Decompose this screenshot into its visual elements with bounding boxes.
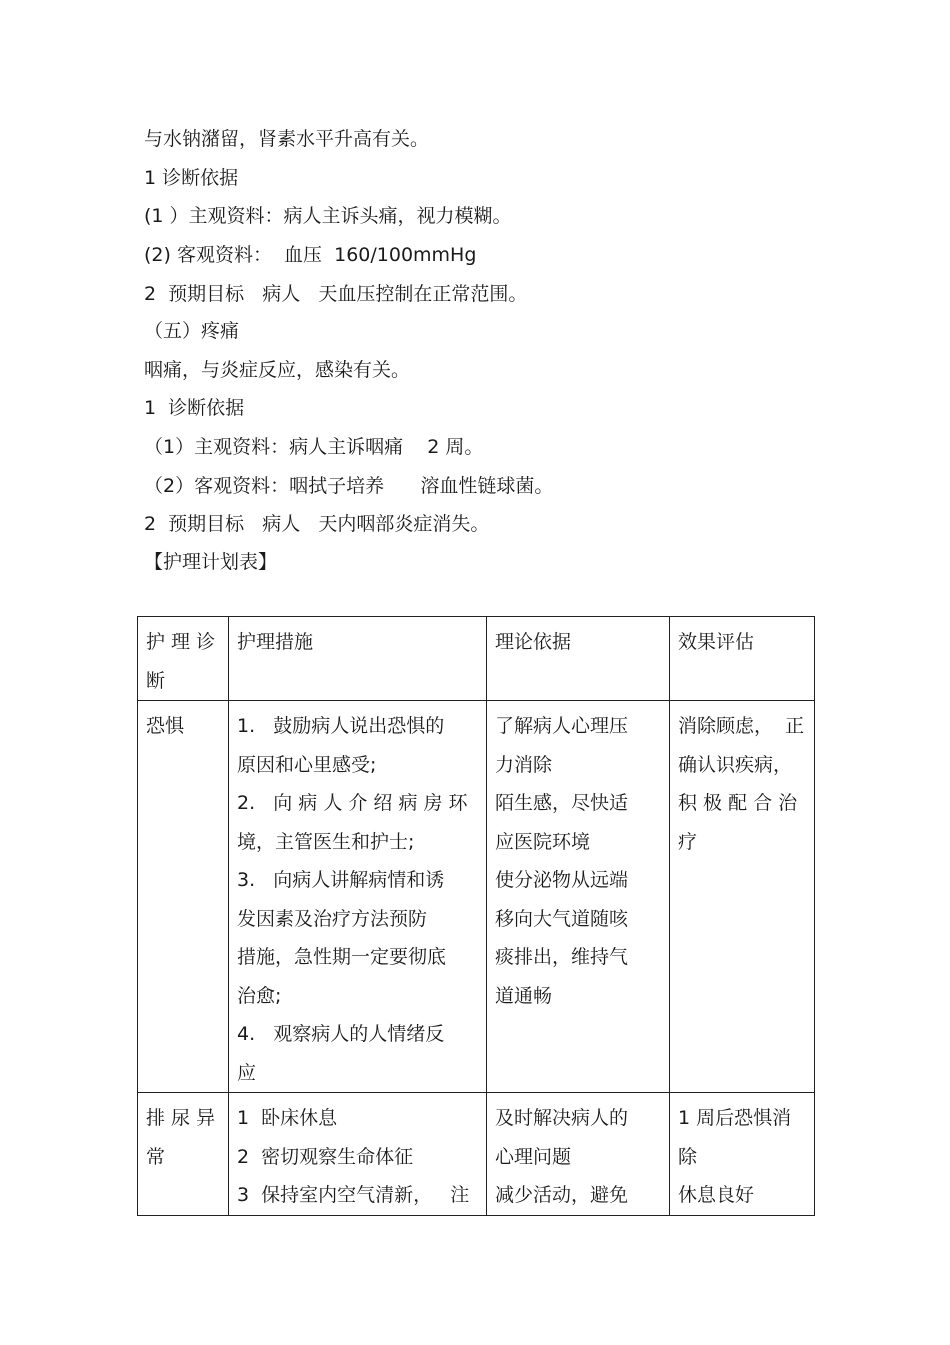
cell-line: 治愈; bbox=[237, 984, 282, 1007]
cell-line: 休息良好 bbox=[678, 1184, 755, 1206]
paragraph-line: （1）主观资料：病人主诉咽痛 2 周。 bbox=[144, 436, 484, 458]
cell-line: 1 周后恐惧消 bbox=[678, 1107, 792, 1129]
cell-line: 移向大气道随咳 bbox=[495, 907, 629, 930]
cell-line: 1 卧床休息 bbox=[237, 1107, 338, 1129]
table-row bbox=[138, 1093, 815, 1216]
header-cell-measures bbox=[229, 617, 487, 701]
cell-rationale bbox=[487, 1093, 670, 1216]
cell-line: 陌生感，尽快适 bbox=[495, 792, 629, 814]
cell-line: 断 bbox=[146, 669, 166, 692]
cell-diagnosis bbox=[138, 1093, 229, 1216]
cell-line: 常 bbox=[146, 1145, 166, 1168]
cell-line: 道通畅 bbox=[495, 984, 553, 1007]
cell-line: 2. 向 病 人 介 绍 病 房 环 bbox=[237, 792, 468, 814]
cell-line: 应医院环境 bbox=[495, 830, 591, 853]
cell-line: 3 保持室内空气清新， 注 bbox=[237, 1184, 470, 1206]
cell-line: 排 尿 异 bbox=[146, 1107, 216, 1129]
paragraph-line: (2) 客观资料： 血压 160/100mmHg bbox=[144, 244, 477, 266]
cell-line: 1. 鼓励病人说出恐惧的 bbox=[237, 715, 445, 737]
header-cell-rationale bbox=[487, 617, 670, 701]
cell-line: 确认识疾病， bbox=[678, 753, 793, 776]
section-heading: （五）疼痛 bbox=[144, 320, 240, 342]
header-cell-evaluation bbox=[670, 617, 815, 701]
cell-measures bbox=[229, 701, 487, 1093]
cell-line: 及时解决病人的 bbox=[495, 1107, 629, 1129]
table-row bbox=[138, 701, 815, 1093]
cell-line: 原因和心里感受; bbox=[237, 753, 377, 776]
table-header-row bbox=[138, 617, 815, 701]
cell-line: 了解病人心理压 bbox=[495, 715, 629, 737]
cell-line: 恐惧 bbox=[146, 715, 185, 737]
paragraph-line: （2）客观资料：咽拭子培养 溶血性链球菌。 bbox=[144, 475, 554, 497]
nursing-plan-table bbox=[137, 616, 815, 1216]
cell-diagnosis bbox=[138, 701, 229, 1093]
cell-line: 心理问题 bbox=[495, 1145, 572, 1168]
cell-line: 2 密切观察生命体征 bbox=[237, 1145, 414, 1168]
paragraph-line: 咽痛，与炎症反应，感染有关。 bbox=[144, 359, 411, 381]
cell-evaluation bbox=[670, 1093, 815, 1216]
paragraph-line: 与水钠潴留，肾素水平升高有关。 bbox=[144, 128, 430, 150]
cell-line: 应 bbox=[237, 1061, 257, 1084]
cell-line: 使分泌物从远端 bbox=[495, 869, 629, 891]
cell-line: 力消除 bbox=[495, 753, 553, 776]
paragraph-line: 2 预期目标 病人 天血压控制在正常范围。 bbox=[144, 283, 528, 305]
cell-line: 消除顾虑， 正 bbox=[678, 715, 805, 737]
table-caption: 【护理计划表】 bbox=[144, 551, 278, 573]
cell-line: 发因素及治疗方法预防 bbox=[237, 907, 428, 930]
cell-evaluation bbox=[670, 701, 815, 1093]
cell-line: 减少活动，避免 bbox=[495, 1184, 629, 1206]
cell-line: 3. 向病人讲解病情和诱 bbox=[237, 869, 445, 891]
cell-line: 护 理 诊 bbox=[146, 631, 216, 653]
cell-line: 效果评估 bbox=[678, 631, 755, 653]
cell-rationale bbox=[487, 701, 670, 1093]
paragraph-line: (1 ）主观资料：病人主诉头痛，视力模糊。 bbox=[144, 205, 512, 227]
cell-line: 积 极 配 合 治 bbox=[678, 792, 798, 814]
cell-line: 疗 bbox=[678, 830, 698, 853]
cell-line: 境，主管医生和护士; bbox=[237, 830, 415, 853]
paragraph-line: 1 诊断依据 bbox=[144, 167, 239, 189]
cell-line: 护理措施 bbox=[237, 631, 314, 653]
cell-line: 痰排出，维持气 bbox=[495, 946, 629, 968]
cell-line: 理论依据 bbox=[495, 631, 572, 653]
cell-line: 除 bbox=[678, 1145, 698, 1168]
header-cell-diagnosis bbox=[138, 617, 229, 701]
cell-measures bbox=[229, 1093, 487, 1216]
paragraph-line: 2 预期目标 病人 天内咽部炎症消失。 bbox=[144, 513, 490, 535]
cell-line: 4. 观察病人的人情绪反 bbox=[237, 1023, 445, 1045]
cell-line: 措施，急性期一定要彻底 bbox=[237, 946, 447, 968]
paragraph-line: 1 诊断依据 bbox=[144, 397, 245, 419]
